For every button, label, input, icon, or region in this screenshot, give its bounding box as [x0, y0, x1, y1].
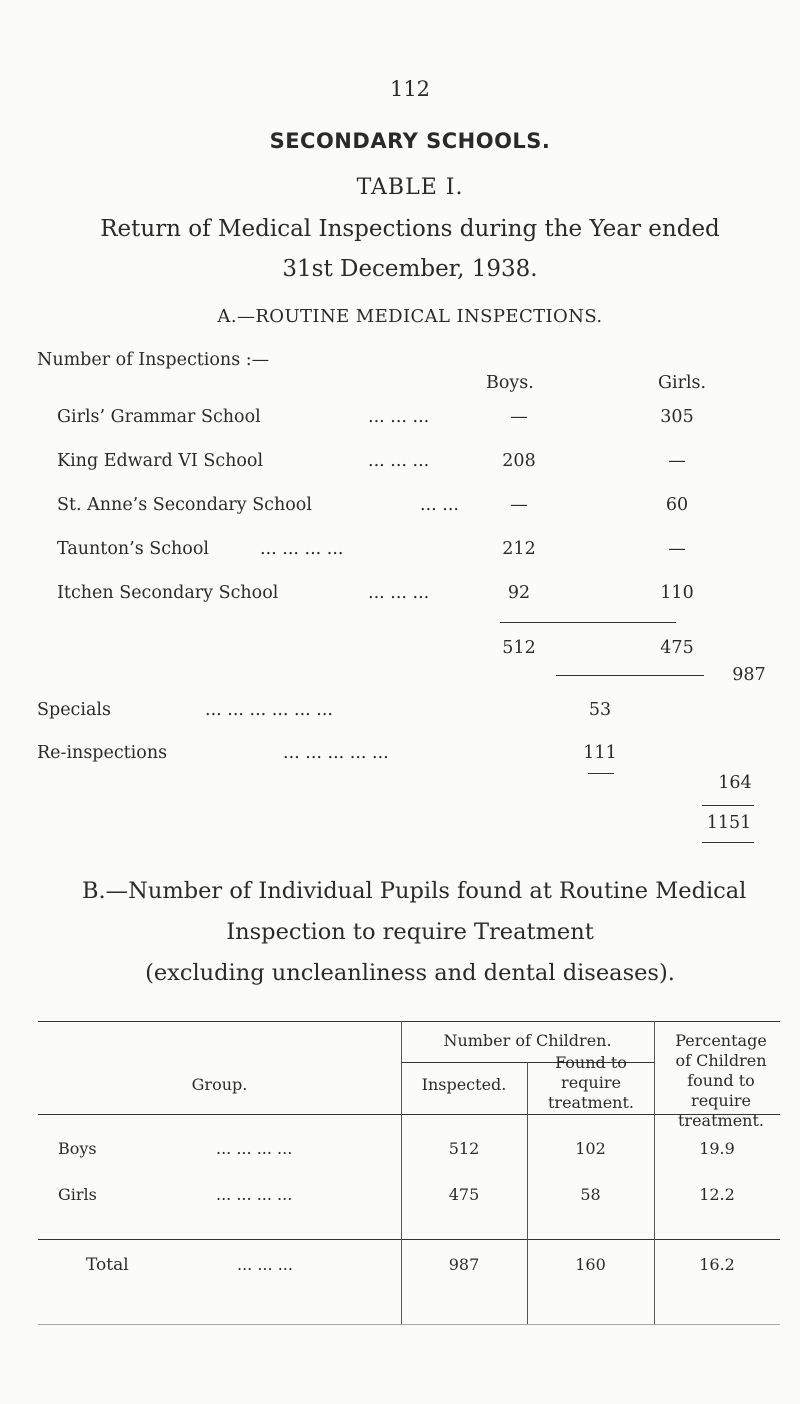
- section-b-line-1: B.—Number of Individual Pupils found at Routine Medical: [82, 878, 747, 904]
- leader-dots: ... ... ...: [368, 407, 430, 427]
- specials-label: Specials: [37, 700, 111, 720]
- school-name: Itchen Secondary School: [57, 583, 279, 603]
- leader-dots: ... ... ... ...: [260, 539, 344, 559]
- grand-total-rule-bottom: [702, 842, 754, 843]
- header-found: Found to require treatment.: [548, 1053, 634, 1112]
- page-number: 112: [389, 77, 431, 101]
- table-top-rule: [38, 1021, 780, 1022]
- total-percentage: 16.2: [699, 1255, 735, 1274]
- leader-dots: ... ... ... ... ... ...: [205, 700, 333, 720]
- grand-total: 1151: [706, 813, 752, 833]
- school-name: Taunton’s School: [57, 539, 209, 559]
- row-found: 58: [580, 1185, 601, 1204]
- school-name: St. Anne’s Secondary School: [57, 495, 312, 515]
- section-heading: SECONDARY SCHOOLS.: [269, 129, 551, 153]
- header-inspected: Inspected.: [421, 1075, 507, 1094]
- total-separator-rule: [38, 1239, 780, 1240]
- leader-dots: ... ... ... ...: [216, 1185, 293, 1204]
- row-inspected: 475: [448, 1185, 480, 1204]
- header-group: Group.: [191, 1075, 248, 1094]
- leader-dots: ... ...: [420, 495, 459, 515]
- boys-count: —: [510, 495, 528, 515]
- girls-count: —: [668, 451, 686, 471]
- column-divider: [401, 1021, 402, 1324]
- leader-dots: ... ... ...: [368, 583, 430, 603]
- leader-dots: ... ... ... ... ...: [283, 743, 389, 763]
- row-percentage: 12.2: [699, 1185, 735, 1204]
- total-label: Total: [86, 1255, 129, 1275]
- school-name: Girls’ Grammar School: [57, 407, 261, 427]
- row-found: 102: [575, 1139, 606, 1158]
- row-group: Boys: [58, 1139, 97, 1158]
- total-found: 160: [575, 1255, 606, 1274]
- row-inspected: 512: [448, 1139, 480, 1158]
- extra-total: 164: [718, 773, 752, 793]
- boys-count: 212: [502, 539, 536, 559]
- header-percentage: Percentage of Children found to require treatment.: [675, 1031, 767, 1130]
- leader-dots: ... ... ...: [237, 1255, 293, 1274]
- reinspections-count: 111: [583, 743, 617, 763]
- section-b-line-3: (excluding uncleanliness and dental diseases).: [145, 960, 675, 986]
- girls-count: —: [668, 539, 686, 559]
- boys-count: —: [510, 407, 528, 427]
- specials-count: 53: [588, 700, 612, 720]
- header-number-of-children: Number of Children.: [443, 1031, 612, 1050]
- table-bottom-rule: [38, 1324, 780, 1325]
- row-percentage: 19.9: [699, 1139, 735, 1158]
- boys-count: 208: [502, 451, 536, 471]
- column-header-girls: Girls.: [658, 373, 707, 393]
- inspections-label: Number of Inspections :—: [37, 350, 270, 370]
- girls-count: 60: [665, 495, 689, 515]
- reinspections-label: Re-inspections: [37, 743, 168, 763]
- grand-total-rule-top: [702, 805, 754, 806]
- leader-dots: ... ... ...: [368, 451, 430, 471]
- column-header-boys: Boys.: [486, 373, 534, 393]
- girls-count: 110: [660, 583, 694, 603]
- boys-count: 92: [507, 583, 531, 603]
- girls-count: 305: [660, 407, 694, 427]
- column-divider: [654, 1021, 655, 1324]
- total-inspected: 987: [448, 1255, 480, 1274]
- school-name: King Edward VI School: [57, 451, 264, 471]
- row-group: Girls: [58, 1185, 97, 1204]
- intro-line-2: 31st December, 1938.: [282, 256, 538, 282]
- subtotal-girls: 475: [660, 638, 694, 658]
- extra-rule: [588, 773, 614, 774]
- subtotal-rule: [500, 622, 676, 623]
- combined-rule: [556, 675, 704, 676]
- section-a-title: A.—ROUTINE MEDICAL INSPECTIONS.: [217, 306, 603, 327]
- intro-line-1: Return of Medical Inspections during the Year ended: [100, 216, 720, 242]
- subtotal-all: 987: [732, 665, 766, 685]
- table-title: TABLE I.: [356, 175, 464, 200]
- subtotal-boys: 512: [502, 638, 536, 658]
- section-b-line-2: Inspection to require Treatment: [226, 919, 594, 945]
- leader-dots: ... ... ... ...: [216, 1139, 293, 1158]
